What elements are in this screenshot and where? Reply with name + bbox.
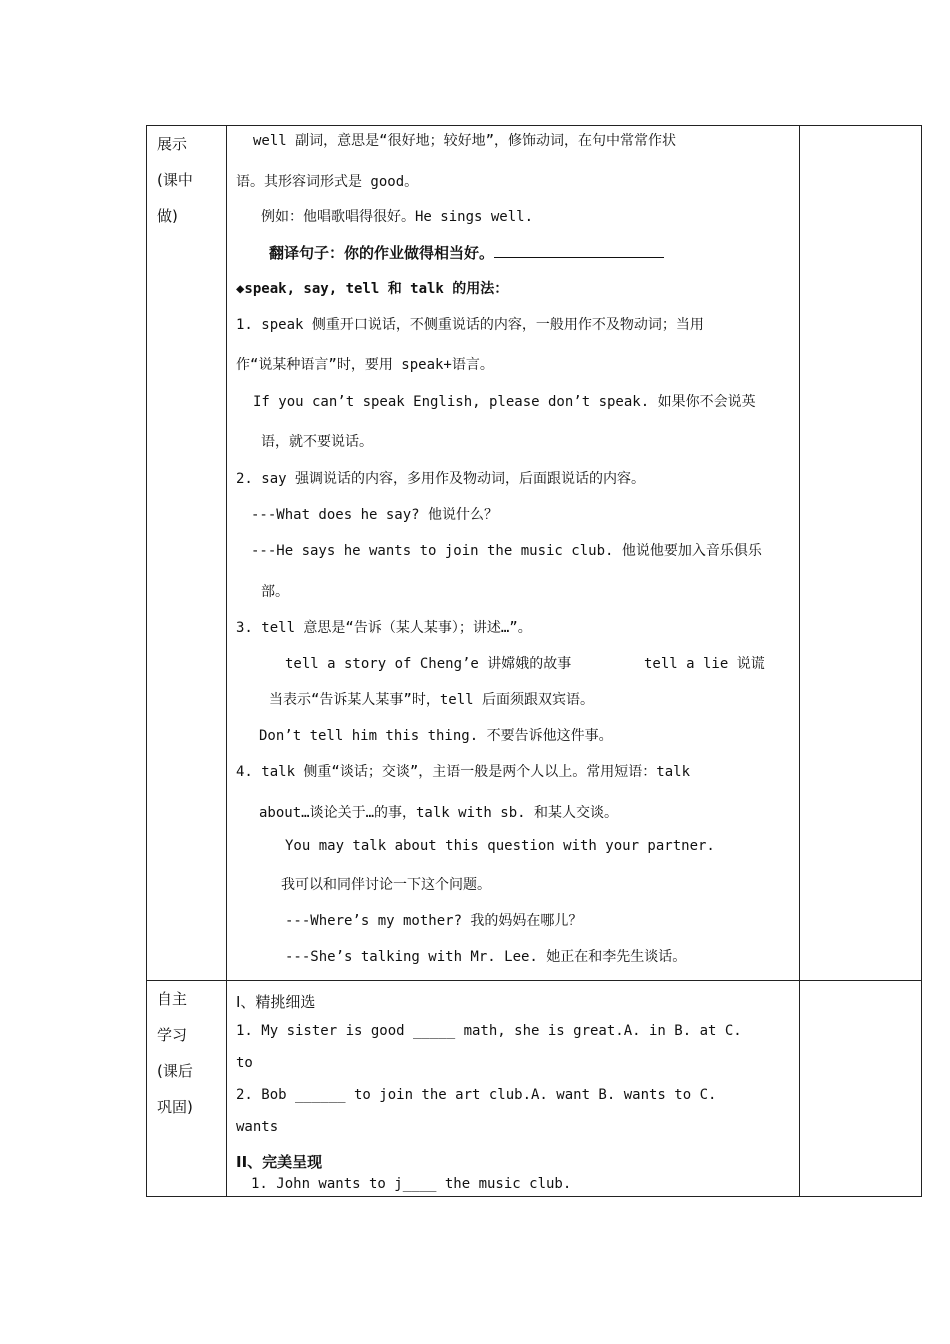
content-line: tell a lie 说谎: [644, 656, 765, 672]
question-line: to: [236, 1055, 253, 1071]
column-divider: [226, 126, 227, 1196]
content-line: 4. talk 侧重“谈话；交谈”，主语一般是两个人以上。常用短语：talk: [236, 764, 691, 780]
label-line: 做): [157, 207, 178, 225]
content-line: ---Where’s my mother? 我的妈妈在哪儿？: [285, 913, 583, 929]
content-line: well 副词，意思是“很好地；较好地”，修饰动词，在句中常常作状: [253, 133, 676, 149]
content-line: Don’t tell him this thing. 不要告诉他这件事。: [259, 728, 613, 744]
row-label-display: [157, 126, 219, 234]
label-line: 展示: [157, 135, 188, 153]
label-line: 学习: [157, 1026, 188, 1044]
section-heading: I、精挑细选: [236, 993, 316, 1011]
content-line: 当表示“告诉某人某事”时，tell 后面须跟双宾语。: [269, 692, 594, 708]
content-line: about…谈论关于…的事，talk with sb. 和某人交谈。: [259, 805, 619, 821]
label-line: 自主: [157, 990, 188, 1008]
question-line: 1. John wants to j____ the music club.: [251, 1176, 572, 1192]
label-line: 巩固): [157, 1098, 193, 1116]
content-line: tell a story of Cheng’e 讲嫦娥的故事: [285, 656, 572, 672]
question-line: 2. Bob ______ to join the art club.A. want B. wants to C.: [236, 1087, 717, 1103]
question-line: 1. My sister is good _____ math, she is great.A. in B. at C.: [236, 1023, 742, 1039]
content-line: 语。其形容词形式是 good。: [236, 174, 419, 190]
content-line: ---She’s talking with Mr. Lee. 她正在和李先生谈话。: [285, 949, 687, 965]
label-line: (课后: [157, 1062, 193, 1080]
row-divider: [147, 980, 921, 981]
label-line: (课中: [157, 171, 193, 189]
section-heading: II、完美呈现: [236, 1153, 323, 1171]
row-label-self-study: [157, 981, 219, 1125]
question-line: wants: [236, 1119, 279, 1135]
answer-blank[interactable]: [494, 243, 664, 258]
translate-exercise: [269, 242, 664, 263]
content-line: 我可以和同伴讨论一下这个问题。: [281, 877, 491, 893]
content-line: ---He says he wants to join the music club. 他说他要加入音乐俱乐: [251, 543, 762, 559]
lesson-table: [146, 125, 922, 1197]
content-line: 1. speak 侧重开口说话，不侧重说话的内容，一般用作不及物动词；当用: [236, 317, 704, 333]
column-divider: [799, 126, 800, 1196]
content-line: 例如：他唱歌唱得很好。He sings well.: [261, 209, 534, 225]
content-line: 3. tell 意思是“告诉（某人某事）；讲述…”。: [236, 620, 532, 636]
content-line: 语，就不要说话。: [261, 434, 373, 450]
content-line: If you can’t speak English, please don’t speak. 如果你不会说英: [253, 394, 756, 410]
content-line: 2. say 强调说话的内容，多用作及物动词，后面跟说话的内容。: [236, 471, 645, 487]
content-line: 部。: [261, 584, 289, 600]
section-heading: ◆speak, say, tell 和 talk 的用法：: [236, 281, 509, 297]
content-line: ---What does he say? 他说什么？: [251, 507, 499, 523]
content-line: You may talk about this question with your partner.: [285, 838, 715, 854]
content-line: 翻译句子：你的作业做得相当好。: [269, 244, 495, 262]
content-line: 作“说某种语言”时，要用 speak+语言。: [236, 357, 494, 373]
